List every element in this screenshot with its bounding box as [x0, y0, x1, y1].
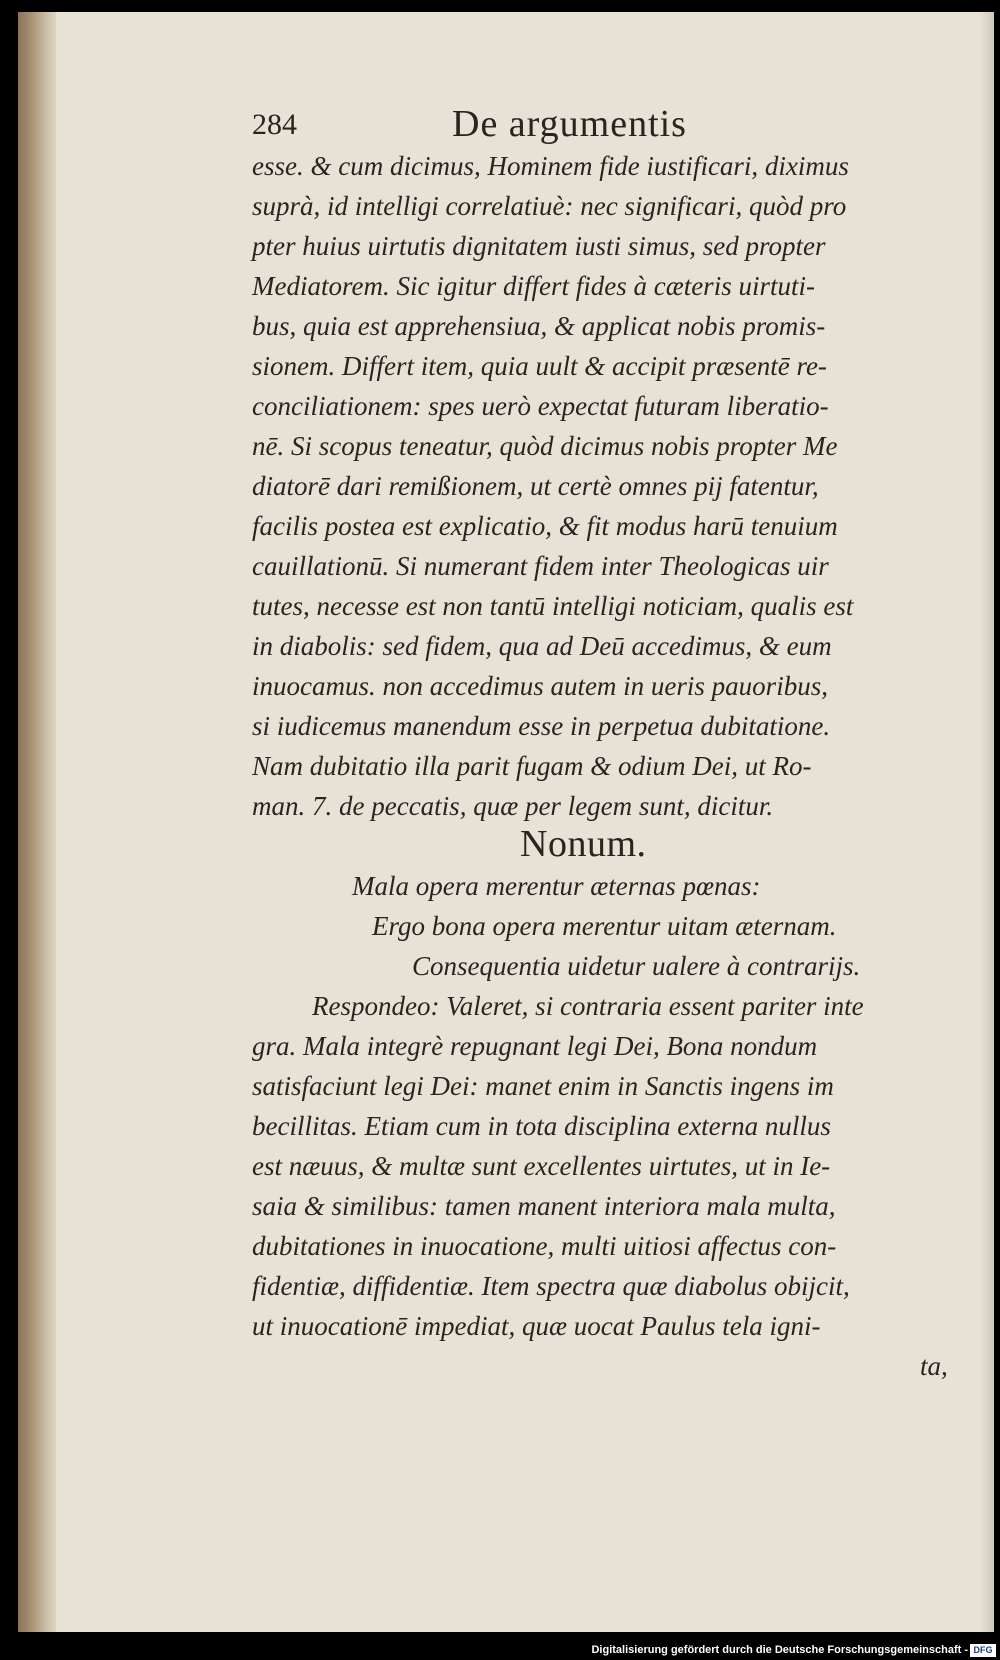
page-header	[252, 102, 772, 152]
text-line: esse. & cum dicimus, Hominem fide iustificari, diximus	[252, 151, 849, 181]
page-edge	[980, 12, 994, 1632]
text-line: inuocamus. non accedimus autem in ueris pauoribus,	[252, 671, 828, 701]
text-line: bus, quia est apprehensiua, & applicat nobis promis-	[252, 311, 826, 341]
text-line: Mediatorem. Sic igitur differt fides à cæteris uirtuti-	[252, 271, 815, 301]
dfg-logo-icon: DFG	[970, 1644, 996, 1657]
argument-line: Mala opera merentur æternas pœnas:	[352, 871, 761, 901]
text-line: cauillationū. Si numerant fidem inter Theologicas uir	[252, 551, 829, 581]
catchword: ta,	[920, 1351, 948, 1381]
text-line: tutes, necesse est non tantū intelligi noticiam, qualis est	[252, 591, 854, 621]
text-line: becillitas. Etiam cum in tota disciplina externa nullus	[252, 1111, 831, 1141]
text-line: gra. Mala integrè repugnant legi Dei, Bona nondum	[252, 1031, 818, 1061]
text-line: pter huius uirtutis dignitatem iusti simus, sed propter	[252, 231, 826, 261]
argument-line: Ergo bona opera merentur uitam æternam.	[372, 911, 837, 941]
book-spine	[18, 12, 56, 1632]
running-title: De argumentis	[452, 103, 687, 145]
text-line: si iudicemus manendum esse in perpetua dubitatione.	[252, 711, 831, 741]
text-line: in diabolis: sed fidem, qua ad Deū accedimus, & eum	[252, 631, 832, 661]
argument-line: Consequentia uidetur ualere à contrarijs.	[412, 951, 861, 981]
text-line: suprà, id intelligi correlatiuè: nec significari, quòd pro	[252, 191, 847, 221]
page-number: 284	[252, 108, 297, 141]
text-line: satisfaciunt legi Dei: manet enim in Sanctis ingens im	[252, 1071, 834, 1101]
text-line: sionem. Differt item, quia uult & accipit præsentē re-	[252, 351, 827, 381]
text-line: Respondeo: Valeret, si contraria essent pariter inte	[312, 991, 864, 1021]
text-line: ut inuocationē impediat, quæ uocat Paulus tela igni-	[252, 1311, 821, 1341]
text-line: est næuus, & multæ sunt excellentes uirtutes, ut in Ie-	[252, 1151, 831, 1181]
text-line: Nam dubitatio illa parit fugam & odium Dei, ut Ro-	[252, 751, 812, 781]
text-line: facilis postea est explicatio, & fit modus harū tenuium	[252, 511, 838, 541]
text-line: conciliationem: spes uerò expectat futuram liberatio-	[252, 391, 829, 421]
text-line: diatorē dari remißionem, ut certè omnes pij fatentur,	[252, 471, 819, 501]
text-line: saia & similibus: tamen manent interiora mala multa,	[252, 1191, 836, 1221]
text-line: man. 7. de peccatis, quæ per legem sunt, dicitur.	[252, 791, 774, 821]
text-line: dubitationes in inuocatione, multi uitiosi affectus con-	[252, 1231, 837, 1261]
section-heading: Nonum.	[520, 823, 647, 865]
digitization-credit: Digitalisierung gefördert durch die Deutsche Forschungsgemeinschaft -	[591, 1644, 968, 1656]
text-line: fidentiæ, diffidentiæ. Item spectra quæ diabolus obijcit,	[252, 1271, 850, 1301]
text-line: nē. Si scopus teneatur, quòd dicimus nobis propter Me	[252, 431, 838, 461]
